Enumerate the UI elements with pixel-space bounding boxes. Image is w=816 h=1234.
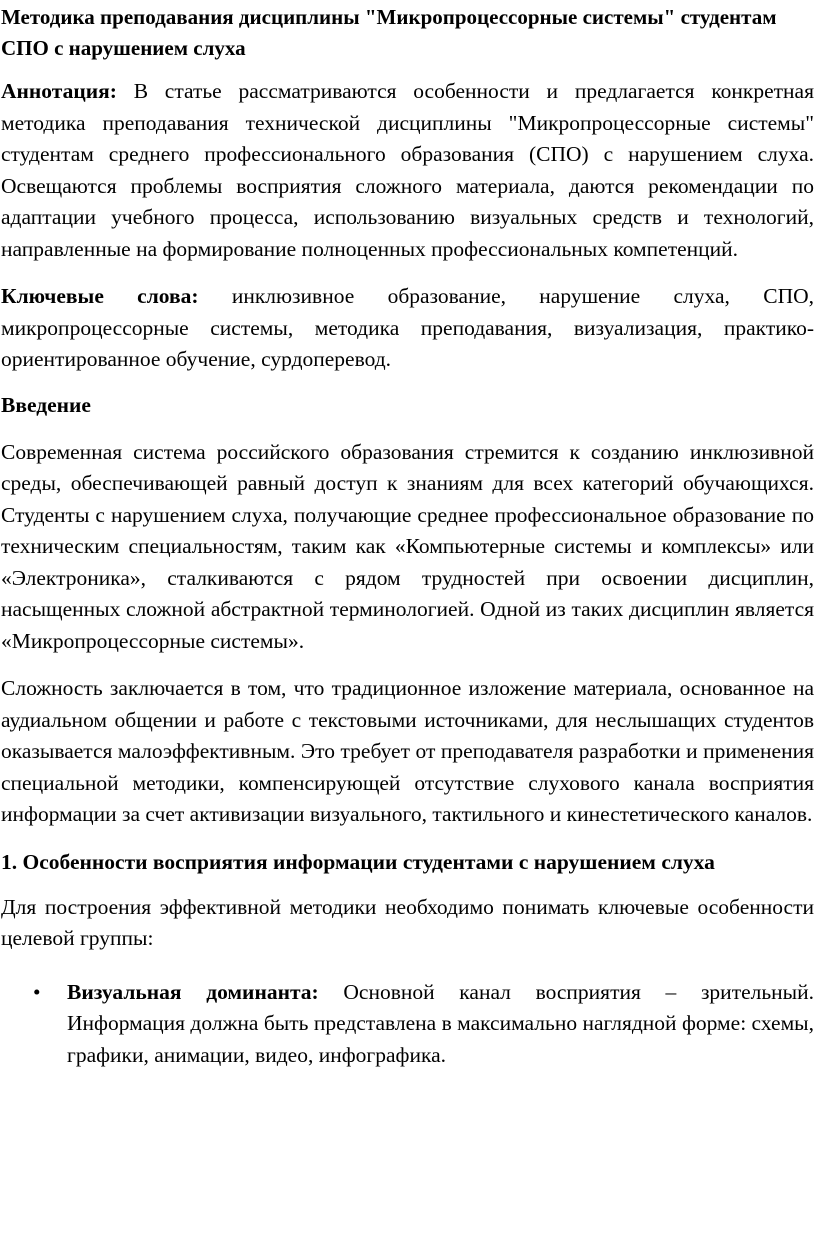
intro-paragraph-1: Современная система российского образования стремится к созданию инклюзивной среды, обеспечивающей равный доступ к знаниям для всех категорий обучающихся. Студенты с нарушением слуха, получающие среднее профессиональное образование по техническим специальностям, таким как «Компьютерные системы и комплексы» или «Электроника», сталкиваются с рядом трудностей при освоении дисциплин, насыщенных сложной абстрактной терминологией. Одной из таких дисциплин является «Микропроцессорные системы». [1, 439, 814, 653]
list-item [33, 977, 814, 1072]
section-1-list [1, 977, 814, 1072]
annotation-paragraph [1, 76, 814, 265]
keywords-label: Ключевые слова: [1, 284, 199, 308]
document-title: Методика преподавания дисциплины "Микропроцессорные системы" студентам СПО с нарушением слуха [1, 5, 777, 60]
list-item-label: Визуальная доминанта: [67, 979, 319, 1004]
keywords-text: инклюзивное образование, нарушение слуха, СПО, микропроцессорные системы, методика преподавания, визуализация, практико-ориентированное обучение, сурдоперевод. [1, 284, 814, 371]
section-1-paragraph: Для построения эффективной методики необходимо понимать ключевые особенности целевой группы: [1, 894, 814, 950]
bullet-icon: • [33, 979, 41, 1004]
intro-heading: Введение [1, 392, 91, 417]
annotation-label: Аннотация: [1, 79, 117, 103]
list-item-text: Основной канал восприятия – зрительный. Информация должна быть представлена в максимально наглядной форме: схемы, графики, анимации, видео, инфографика. [67, 979, 814, 1067]
document-page [0, 2, 816, 1234]
intro-paragraph-2: Сложность заключается в том, что традиционное изложение материала, основанное на аудиальном общении и работе с текстовыми источниками, для неслышащих студентов оказывается малоэффективным. Это требует от преподавателя разработки и применения специальной методики, компенсирующей отсутствие слухового канала восприятия информации за счет активизации визуального, тактильного и кинестетического каналов. [1, 676, 814, 826]
keywords-paragraph [1, 281, 814, 376]
annotation-text: В статье рассматриваются особенности и предлагается конкретная методика преподавания технической дисциплины "Микропроцессорные системы" студентам среднего профессионального образования (СПО) с нарушением слуха. Освещаются проблемы восприятия сложного материала, даются рекомендации по адаптации учебного процесса, использованию визуальных средств и технологий, направленные на формирование полноценных профессиональных компетенций. [1, 79, 814, 261]
section-1-heading: 1. Особенности восприятия информации студентами с нарушением слуха [1, 849, 715, 874]
